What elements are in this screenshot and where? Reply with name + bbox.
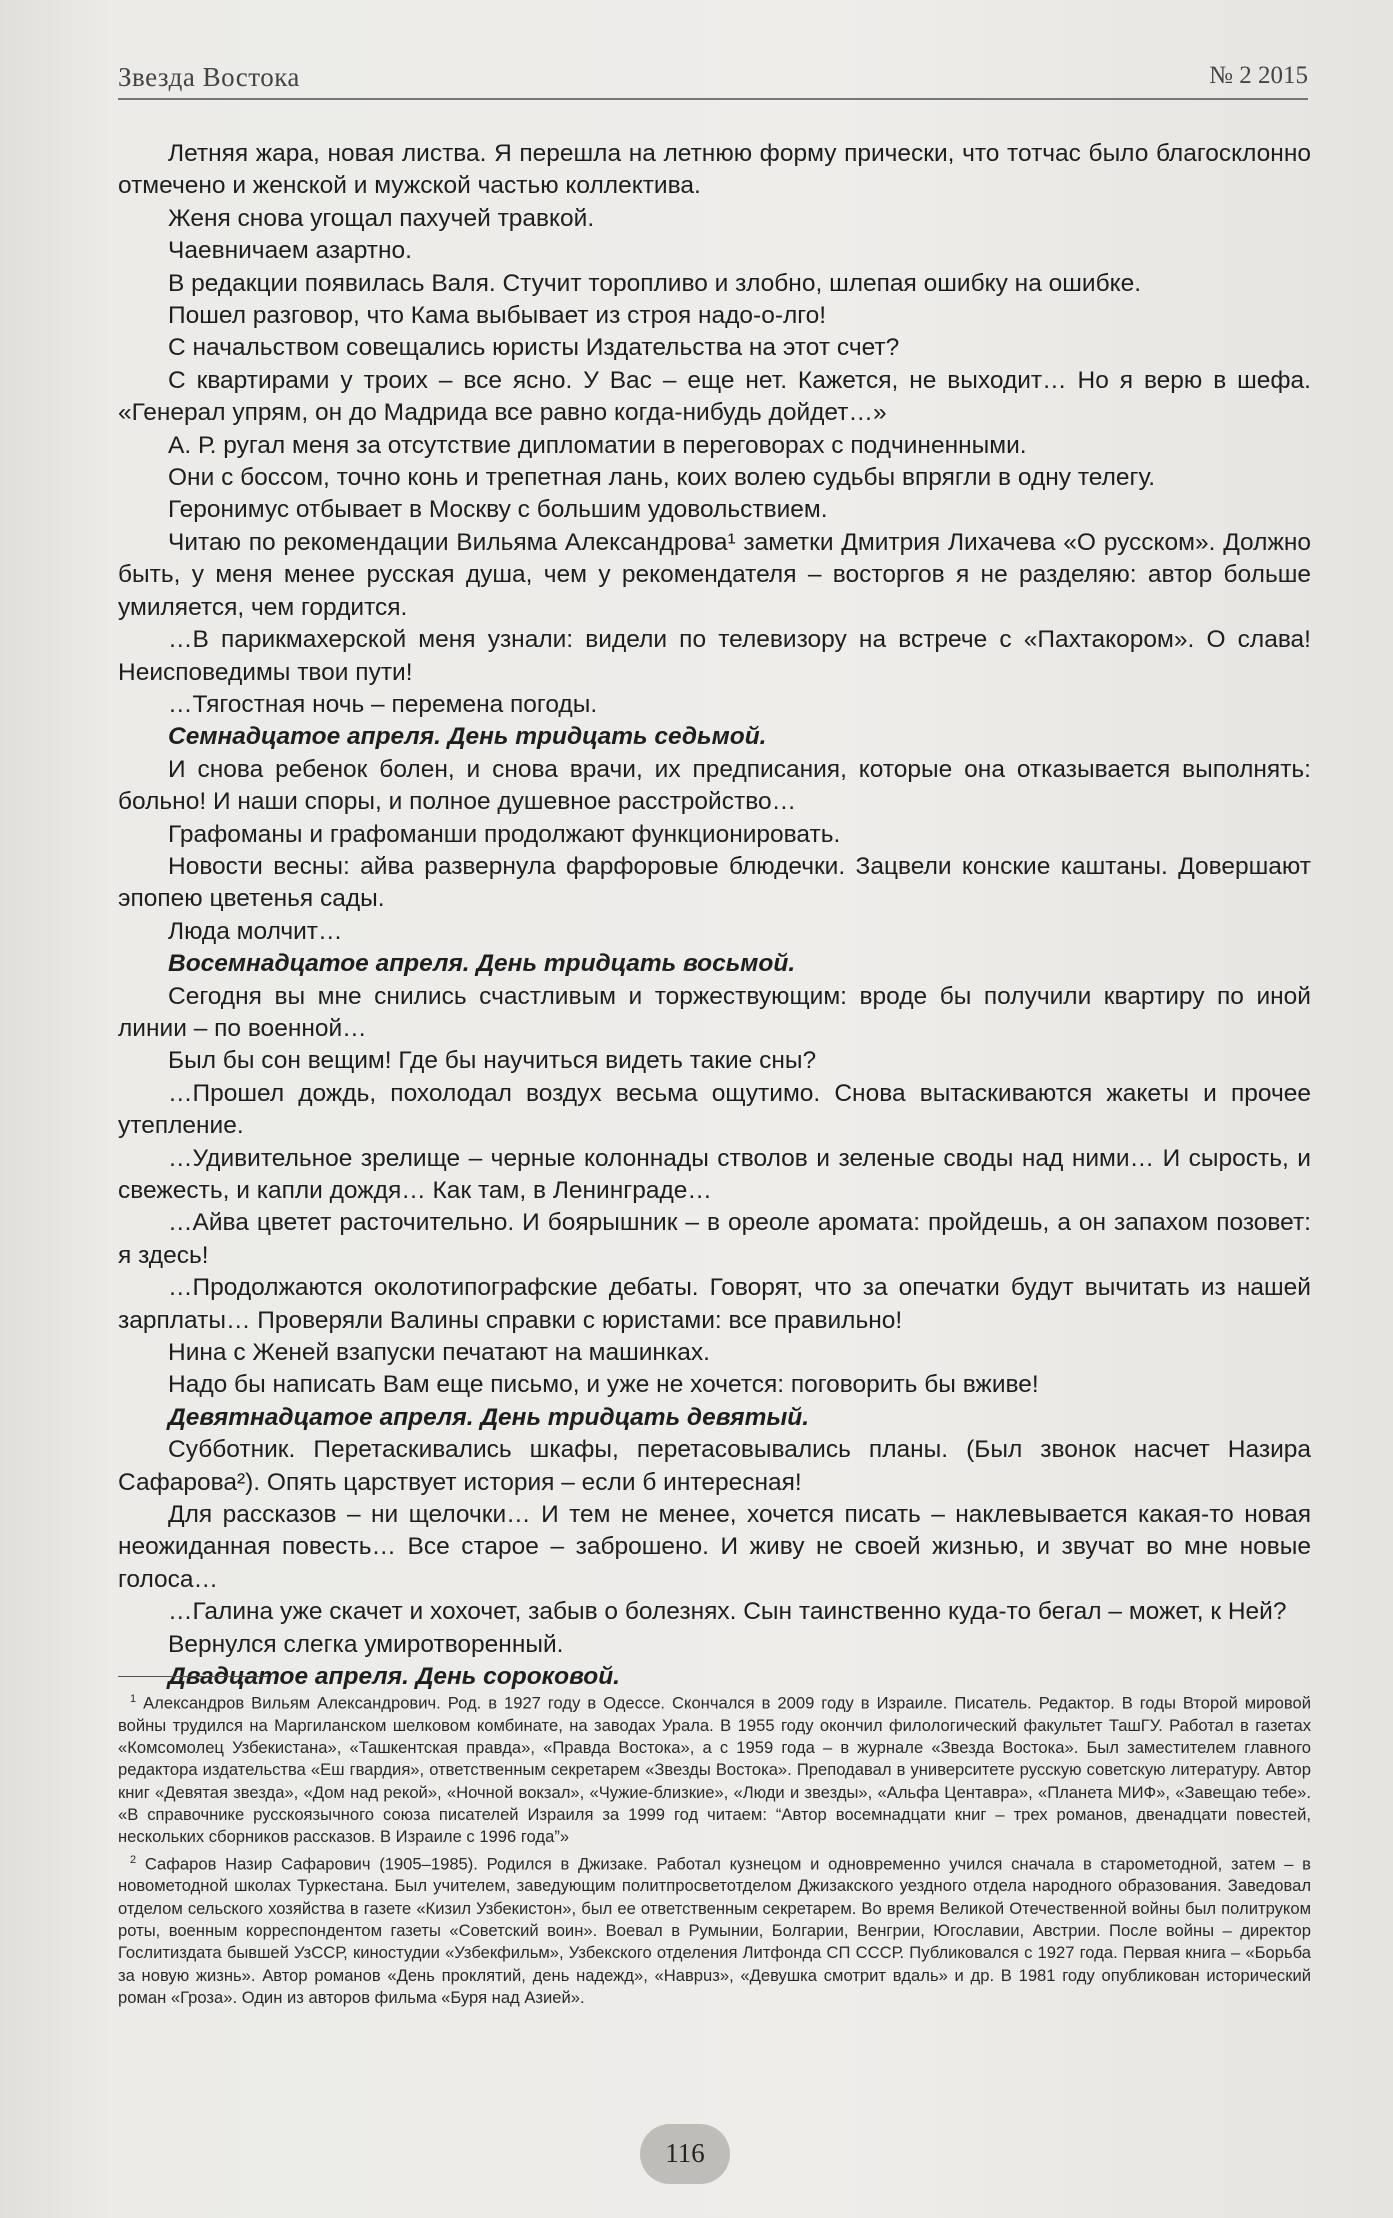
body-paragraph: Геронимус отбывает в Москву с большим удовольствием. [168, 496, 828, 524]
body-paragraph: Графоманы и графоманши продолжают функционировать. [168, 820, 841, 848]
body-paragraph: Сегодня вы мне снились счастливым и торжествующим: вроде бы получили квартиру по иной линии – по военной… [118, 982, 1311, 1042]
diary-date-heading: Девятнадцатое апреля. День тридцать девятый. [168, 1403, 810, 1431]
body-paragraph: Женя снова угощал пахучей травкой. [168, 204, 595, 232]
body-paragraph: Вернулся слегка умиротворенный. [168, 1630, 564, 1658]
footnote [118, 1849, 1311, 2010]
body-paragraph: …Тягостная ночь – перемена погоды. [168, 690, 598, 718]
body-paragraph: Летняя жара, новая листва. Я перешла на летнюю форму прически, что тотчас было благосклонно отмечено и женской и мужской частью коллектива. [118, 140, 1311, 200]
body-paragraph: Субботник. Перетаскивались шкафы, перетасовывались планы. (Был звонок насчет Назира Сафарова²). Опять царствует история – если б интересная! [118, 1436, 1311, 1496]
body-paragraph: …Удивительное зрелище – черные колоннады стволов и зеленые своды над ними… И сырость, и свежесть, и капли дождя… Как там, в Ленинграде… [118, 1144, 1311, 1204]
body-paragraph: И снова ребенок болен, и снова врачи, их предписания, которые она отказывается выполнять: больно! И наши споры, и полное душевное расстройство… [118, 755, 1311, 816]
footnote-marker: 2 [130, 1853, 137, 1866]
journal-title: Звезда Востока [118, 62, 300, 92]
body-paragraph: А. Р. ругал меня за отсутствие дипломатии в переговорах с подчиненными. [168, 431, 1027, 459]
body-text [118, 138, 1311, 1694]
body-paragraph: …Продолжаются околотипографские дебаты. Говорят, что за опечатки будут вычитать из нашей зарплаты… Проверяли Валины справки с юристами: все правильно! [118, 1274, 1311, 1334]
footnote-text: Сафаров Назир Сафарович (1905–1985). Родился в Джизаке. Работал кузнецом и одновременно учился сначала в старометодной, затем – в новометодной школах Туркестана. Был учителем, заведующим политпросветотделом Джизакского уездного отдела народного образования. Заведовал отделом сельского хозяйства в газете «Кизил Узбекистон», был ее ответственным секретарем. Во время Великой Отечественной войны был политруком роты, военным корреспондентом газеты «Советский воин». Воевал в Румынии, Болгарии, Венгрии, Югославии, Австрии. После войны – директор Гослитиздата бывшей УзССР, киностудии «Узбекфильм», Узбекского отделения Литфонда СП СССР. Публиковался с 1927 года. Первая книга – «Борьба за новую жизнь». Автор романов «День проклятий, день надежд», «Наврuз», «Девушка смотрит вдаль» и др. В 1981 году опубликован исторический роман «Гроза». Один из авторов фильма «Буря над Азией». [118, 1854, 1311, 2007]
body-paragraph: С начальством совещались юристы Издательства на этот счет? [168, 334, 900, 362]
body-paragraph: Они с боссом, точно конь и трепетная лань, коих волею судьбы впрягли в одну телегу. [168, 464, 1156, 492]
footnote-text: Александров Вильям Александрович. Род. в 1927 году в Одессе. Скончался в 2009 году в Израиле. Писатель. Редактор. В годы Второй мировой войны трудился на Маргиланском шелковом комбинате, на заводах Урала. В 1955 году окончил филологический факультет ТашГУ. Работал в газетах «Комсомолец Узбекистана», «Ташкентская правда», «Правда Востока», а с 1959 года – в журнале «Звезда Востока». Был заместителем главного редактора издательства «Еш гвардия», ответственным секретарем «Звезды Востока». Преподавал в университете русскую советскую литературу. Автор книг «Девятая звезда», «Дом над рекой», «Ночной вокзал», «Чужие-близкие», «Люди и звезды», «Альфа Центавра», «Планета МИФ», «Завещаю тебе». «В справочнике русскоязычного союза писателей Израиля за 1999 год читаем: “Автор восемнадцати книг – трех романов, двенадцати повестей, нескольких сборников рассказов. В Израиле с 1996 года”» [118, 1693, 1311, 1847]
body-paragraph: Люда молчит… [168, 917, 343, 945]
body-paragraph: Был бы сон вещим! Где бы научиться видеть такие сны? [168, 1047, 817, 1075]
body-paragraph: Чаевничаем азартно. [168, 237, 412, 265]
body-paragraph: Новости весны: айва развернула фарфоровые блюдечки. Зацвели конские каштаны. Довершают эпопею цветенья сады. [118, 852, 1311, 913]
page-number: 116 [665, 2138, 705, 2168]
footnotes [118, 1688, 1311, 2009]
footnote [118, 1688, 1311, 1849]
diary-date-heading: Восемнадцатое апреля. День тридцать восьмой. [168, 950, 796, 978]
body-paragraph: …Прошел дождь, похолодал воздух весьма ощутимо. Снова вытаскиваются жакеты и прочее утепление. [118, 1079, 1311, 1140]
body-paragraph: Нина с Женей взапуски печатают на машинках. [168, 1339, 710, 1367]
body-paragraph: Пошел разговор, что Кама выбывает из строя надо-о-лго! [168, 302, 827, 330]
body-paragraph: С квартирами у троих – все ясно. У Вас – еще нет. Кажется, не выходит… Но я верю в шефа. «Генерал упрям, он до Мадрида все равно когда-нибудь дойдет…» [118, 366, 1311, 427]
body-paragraph: …Айва цветет расточительно. И боярышник – в ореоле аромата: пройдешь, а он запахом позовет: я здесь! [118, 1209, 1311, 1269]
page-header [118, 58, 1308, 100]
body-paragraph: Надо бы написать Вам еще письмо, и уже не хочется: поговорить бы вживе! [168, 1371, 1039, 1399]
body-paragraph: …В парикмахерской меня узнали: видели по телевизору на встрече с «Пахтакором». О слава! Неисповедимы твои пути! [118, 626, 1311, 686]
issue-number: № 2 2015 [1209, 62, 1308, 89]
footnote-divider [118, 1676, 268, 1677]
body-paragraph: В редакции появилась Валя. Стучит торопливо и злобно, шлепая ошибку на ошибке. [168, 269, 1142, 297]
page-number-badge [640, 2124, 730, 2184]
body-paragraph: …Галина уже скачет и хохочет, забыв о болезнях. Сын таинственно куда-то бегал – может, к Ней? [168, 1598, 1287, 1626]
body-paragraph: Читаю по рекомендации Вильяма Александрова¹ заметки Дмитрия Лихачева «О русском». Должно быть, у меня менее русская душа, чем у рекомендателя – восторгов я не разделяю: автор больше умиляется, чем гордится. [118, 528, 1311, 621]
footnote-marker: 1 [130, 1693, 137, 1705]
diary-date-heading: Двадцатое апреля. День сороковой. [168, 1663, 620, 1691]
body-paragraph: Для рассказов – ни щелочки… И тем не менее, хочется писать – наклевывается какая-то новая неожиданная повесть… Все старое – заброшено. И живу не своей жизнью, и звучат во мне новые голоса… [118, 1501, 1311, 1593]
diary-date-heading: Семнадцатое апреля. День тридцать седьмой. [168, 723, 767, 751]
